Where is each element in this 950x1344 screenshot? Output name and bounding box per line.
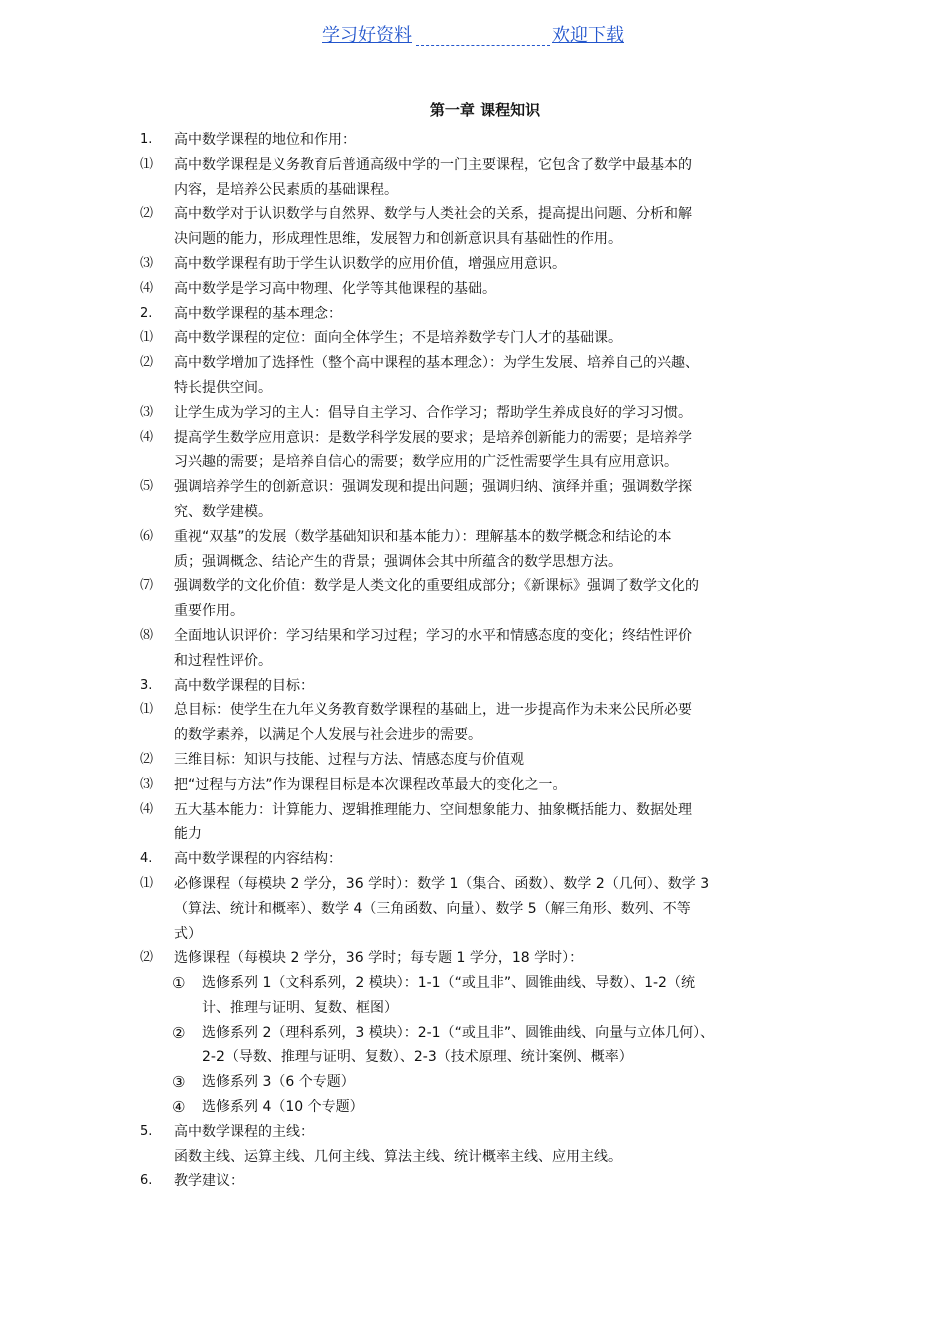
text-line	[140, 227, 820, 252]
item-number: ⑵	[140, 751, 154, 767]
line-text: 计、推理与证明、复数、框图）	[202, 999, 398, 1016]
text-line	[140, 153, 820, 178]
text-line	[140, 922, 820, 947]
text-line	[140, 202, 820, 227]
item-number: ⑻	[140, 627, 154, 643]
text-line	[140, 1070, 820, 1095]
item-number: ⑴	[140, 875, 154, 891]
item-number: ⑵	[140, 355, 154, 371]
line-text: 和过程性评价。	[174, 652, 272, 669]
line-text: 究、数学建模。	[174, 503, 272, 520]
line-text: 五大基本能力：计算能力、逻辑推理能力、空间想象能力、抽象概括能力、数据处理	[174, 801, 692, 818]
line-text: 能力	[174, 826, 202, 843]
line-text: 三维目标：知识与技能、过程与方法、情感态度与价值观	[174, 751, 524, 768]
line-text: 高中数学是学习高中物理、化学等其他课程的基础。	[174, 280, 496, 297]
item-number: ⑶	[140, 404, 154, 420]
text-line	[140, 798, 820, 823]
item-number: ②	[172, 1023, 186, 1042]
text-line	[140, 326, 820, 351]
line-text: 选修系列 2（理科系列，3 模块）：2-1（“或且非”、圆锥曲线、向量与立体几何）、	[202, 1024, 715, 1041]
text-line	[140, 971, 820, 996]
text-line	[140, 1145, 820, 1170]
item-number: ⑴	[140, 330, 154, 346]
line-text: 必修课程（每模块 2 学分，36 学时）：数学 1（集合、函数）、数学 2（几何）、数学 3	[174, 875, 710, 892]
line-text: 选修课程（每模块 2 学分，36 学时；每专题 1 学分，18 学时）：	[174, 950, 584, 967]
line-text: 高中数学课程的地位和作用：	[174, 132, 356, 148]
item-number: ⑷	[140, 801, 154, 817]
text-line	[140, 1120, 820, 1145]
item-number: 4.	[140, 851, 153, 867]
text-line	[140, 426, 820, 451]
line-text: 让学生成为学习的主人：倡导自主学习、合作学习；帮助学生养成良好的学习习惯。	[174, 404, 692, 421]
line-text: 特长提供空间。	[174, 379, 272, 396]
item-number: ⑴	[140, 156, 154, 172]
item-number: ⑶	[140, 255, 154, 271]
line-text: 总目标：使学生在九年义务教育数学课程的基础上，进一步提高作为未来公民所必要	[174, 702, 692, 719]
line-text: 质；强调概念、结论产生的背景；强调体会其中所蕴含的数学思想方法。	[174, 553, 622, 570]
header-left-link[interactable]: 学习好资料	[322, 25, 412, 46]
line-text: 重要作用。	[174, 603, 244, 620]
text-line	[140, 252, 820, 277]
line-text: （算法、统计和概率）、数学 4（三角函数、向量）、数学 5（解三角形、数列、不等	[174, 900, 691, 917]
item-number: ⑹	[140, 528, 154, 544]
item-number: 5.	[140, 1123, 153, 1139]
text-line	[140, 674, 820, 699]
text-line	[140, 946, 820, 971]
line-text: 重视“双基”的发展（数学基础知识和基本能力）：理解基本的数学概念和结论的本	[174, 528, 672, 545]
item-number: ⑵	[140, 206, 154, 222]
item-number: ⑵	[140, 950, 154, 966]
text-line	[140, 550, 820, 575]
content-lines	[140, 128, 820, 1194]
text-line	[140, 748, 820, 773]
text-line	[140, 822, 820, 847]
header-dashed-rule	[416, 45, 550, 46]
line-text: 高中数学课程的内容结构：	[174, 851, 342, 868]
text-line	[140, 872, 820, 897]
item-number: 2.	[140, 305, 153, 321]
item-number: ⑴	[140, 702, 154, 718]
item-number: 6.	[140, 1173, 153, 1189]
line-text: 把“过程与方法”作为课程目标是本次课程改革最大的变化之一。	[174, 776, 567, 793]
text-line	[140, 475, 820, 500]
line-text: 函数主线、运算主线、几何主线、算法主线、统计概率主线、应用主线。	[174, 1148, 622, 1165]
line-text: 高中数学课程是义务教育后普通高级中学的一门主要课程，它包含了数学中最基本的	[174, 156, 692, 173]
text-line	[140, 525, 820, 550]
line-text: 习兴趣的需要；是培养自信心的需要；数学应用的广泛性需要学生具有应用意识。	[174, 454, 678, 471]
text-line	[140, 178, 820, 203]
item-number: ⑺	[140, 578, 154, 594]
text-line	[140, 277, 820, 302]
text-line	[140, 773, 820, 798]
line-text: 的数学素养，以满足个人发展与社会进步的需要。	[174, 727, 482, 744]
line-text: 高中数学课程的定位：面向全体学生；不是培养数学专门人才的基础课。	[174, 330, 622, 347]
text-line	[140, 128, 820, 153]
text-line	[140, 723, 820, 748]
text-line	[140, 1095, 820, 1120]
item-number: 1.	[140, 132, 153, 147]
line-text: 选修系列 1（文科系列，2 模块）：1-1（“或且非”、圆锥曲线、导数）、1-2（统	[202, 975, 695, 992]
text-line	[140, 897, 820, 922]
text-line	[140, 698, 820, 723]
line-text: 高中数学课程有助于学生认识数学的应用价值，增强应用意识。	[174, 255, 566, 272]
line-text: 高中数学对于认识数学与自然界、数学与人类社会的关系，提高提出问题、分析和解	[174, 206, 692, 223]
text-line	[140, 376, 820, 401]
line-text: 式）	[174, 925, 202, 942]
text-line	[140, 1169, 820, 1194]
item-number: ④	[172, 1098, 186, 1117]
line-text: 高中数学增加了选择性（整个高中课程的基本理念）：为学生发展、培养自己的兴趣、	[174, 355, 699, 372]
line-text: 内容，是培养公民素质的基础课程。	[174, 181, 398, 198]
item-number: ⑸	[140, 479, 154, 495]
line-text: 强调培养学生的创新意识：强调发现和提出问题；强调归纳、演绎并重；强调数学探	[174, 479, 692, 496]
line-text: 高中数学课程的目标：	[174, 677, 314, 694]
item-number: ⑷	[140, 429, 154, 445]
text-line	[140, 574, 820, 599]
text-line	[140, 599, 820, 624]
item-number: ①	[172, 974, 186, 993]
item-number: ⑷	[140, 280, 154, 296]
line-text: 全面地认识评价：学习结果和学习过程；学习的水平和情感态度的变化；终结性评价	[174, 627, 692, 644]
item-number: ⑶	[140, 776, 154, 792]
text-line	[140, 302, 820, 327]
line-text: 2-2（导数、推理与证明、复数）、2-3（技术原理、统计案例、概率）	[202, 1049, 633, 1066]
text-line	[140, 450, 820, 475]
line-text: 高中数学课程的主线：	[174, 1123, 314, 1140]
chapter-title: 第一章 课程知识	[429, 101, 541, 119]
line-text: 教学建议：	[174, 1173, 244, 1190]
text-line	[140, 624, 820, 649]
text-line	[140, 1021, 820, 1046]
text-line	[140, 847, 820, 872]
header-right-link[interactable]: 欢迎下载	[552, 25, 624, 46]
text-line	[140, 401, 820, 426]
line-text: 高中数学课程的基本理念：	[174, 305, 342, 322]
line-text: 选修系列 4（10 个专题）	[202, 1099, 364, 1116]
page-header	[0, 25, 950, 49]
line-text: 选修系列 3（6 个专题）	[202, 1074, 355, 1091]
item-number: ③	[172, 1073, 186, 1092]
line-text: 强调数学的文化价值：数学是人类文化的重要组成部分；《新课标》强调了数学文化的	[174, 578, 699, 595]
text-line	[140, 996, 820, 1021]
text-line	[140, 649, 820, 674]
line-text: 决问题的能力，形成理性思维，发展智力和创新意识具有基础性的作用。	[174, 231, 622, 248]
text-line	[140, 1045, 820, 1070]
document-body	[140, 98, 820, 1194]
text-line	[140, 500, 820, 525]
line-text: 提高学生数学应用意识：是数学科学发展的要求；是培养创新能力的需要；是培养学	[174, 429, 692, 446]
item-number: 3.	[140, 677, 153, 693]
text-line	[140, 351, 820, 376]
